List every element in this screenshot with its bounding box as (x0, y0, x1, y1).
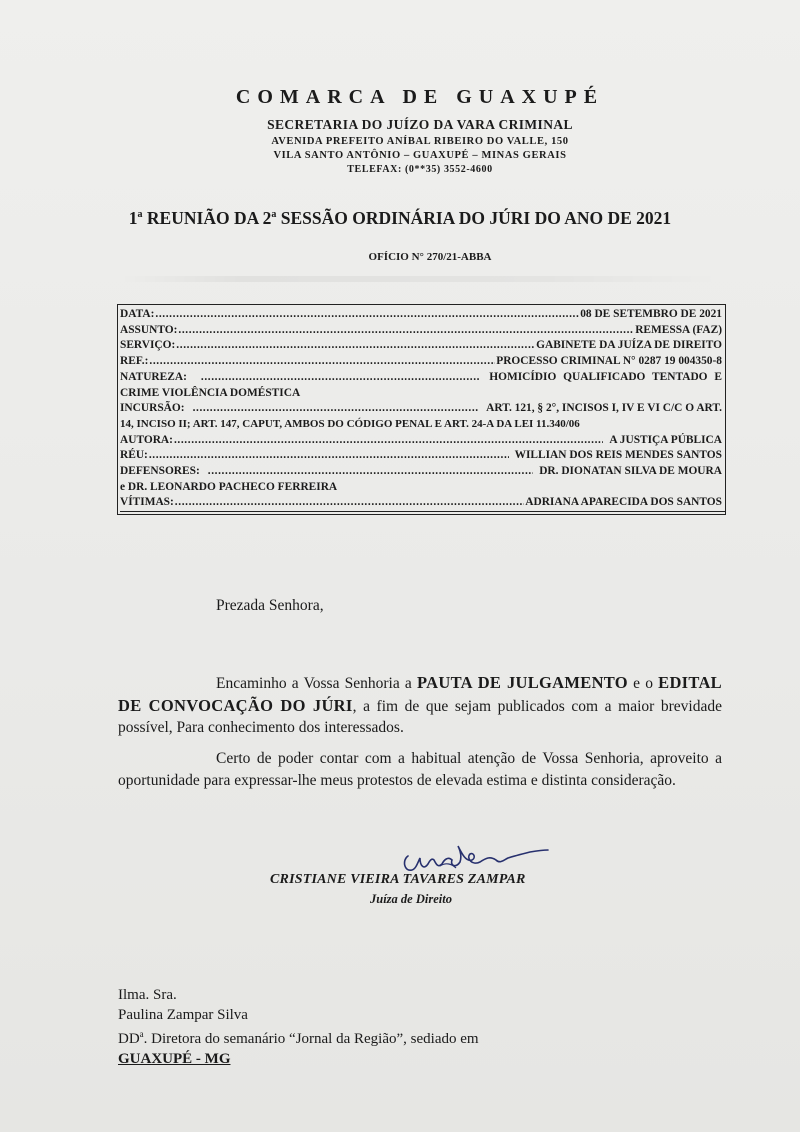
leader-dots (208, 464, 533, 480)
natureza-label: NATUREZA: (120, 370, 187, 383)
case-info-box (117, 304, 726, 515)
p1-text-a: Encaminho a Vossa Senhoria a (216, 675, 417, 692)
leader-dots (155, 307, 579, 323)
address-line-2: VILA SANTO ANTÔNIO – GUAXUPÉ – MINAS GERAIS (273, 150, 567, 161)
row-defensores (120, 464, 725, 480)
leader-dots (178, 323, 634, 339)
servico-label: SERVIÇO: (120, 339, 176, 352)
row-data (120, 307, 725, 323)
leader-dots (174, 433, 603, 449)
assunto-value: REMESSA (FAZ) (635, 323, 722, 336)
leader-dots (176, 338, 535, 354)
incursao-value: ART. 121, § 2°, INCISOS I, IV E VI C/C O ART. (486, 402, 722, 415)
row-natureza-cont (120, 386, 725, 402)
reu-value: WILLIAN DOS REIS MENDES SANTOS (514, 449, 722, 462)
signer-role: Juíza de Direito (370, 892, 452, 906)
row-autora (120, 433, 725, 449)
leader-dots (193, 401, 479, 417)
signer-name: CRISTIANE VIEIRA TAVARES ZAMPAR (270, 872, 526, 887)
title-part-2: REUNIÃO DA 2 (142, 208, 272, 228)
incursao-continuation: 14, INCISO II; ART. 147, CAPUT, AMBOS DO CÓDIGO PENAL E ART. 24-A DA LEI 11.340/06 (120, 417, 580, 430)
leader-dots (175, 495, 524, 511)
address-line-1: AVENIDA PREFEITO ANÍBAL RIBEIRO DO VALLE, 150 (271, 136, 569, 147)
paragraph-1 (118, 672, 722, 739)
pauta-de-julgamento: PAUTA DE JULGAMENTO (417, 673, 628, 692)
phone-line: TELEFAX: (0**35) 3552-4600 (347, 164, 493, 175)
oficio-number: OFÍCIO N° 270/21-ABBA (368, 251, 492, 263)
defensores-value: DR. DIONATAN SILVA DE MOURA (539, 465, 722, 478)
data-label: DATA: (120, 308, 155, 320)
row-servico (120, 338, 725, 354)
reu-label: RÉU: (120, 449, 148, 462)
title-sup-2: a (271, 209, 277, 221)
addressee-title (118, 1025, 479, 1050)
addressee-block (118, 986, 479, 1069)
addressee-name: Paulina Zampar Silva (118, 1006, 248, 1023)
row-reu (120, 448, 725, 464)
natureza-continuation: CRIME VIOLÊNCIA DOMÉSTICA (120, 386, 301, 399)
defensores-label: DEFENSORES: (120, 465, 200, 478)
ref-value: PROCESSO CRIMINAL N° 0287 19 004350-8 (496, 355, 722, 368)
autora-label: AUTORA: (120, 433, 173, 446)
title-sup-1: a (137, 209, 143, 221)
secretariat-name: SECRETARIA DO JUÍZO DA VARA CRIMINAL (267, 117, 573, 132)
title-part-1: 1 (128, 208, 138, 228)
leader-dots (149, 448, 509, 464)
session-title (0, 208, 800, 229)
row-incursao-cont (120, 417, 725, 433)
title-rest: . Diretora do semanário “Jornal da Região”, sediado em (143, 1031, 479, 1048)
leader-dots (149, 354, 495, 370)
row-natureza (120, 370, 725, 386)
natureza-value: HOMICÍDIO QUALIFICADO TENTADO E (489, 370, 722, 383)
row-assunto (120, 323, 725, 339)
incursao-label: INCURSÃO: (120, 402, 185, 415)
vitimas-value: ADRIANA APARECIDA DOS SANTOS (525, 496, 722, 509)
title-prefix: DD (118, 1031, 140, 1048)
servico-value: GABINETE DA JUÍZA DE DIREITO (536, 339, 722, 352)
row-vitimas (120, 495, 725, 512)
ref-label: REF.: (120, 355, 149, 368)
p1-text-c: e o (627, 675, 659, 692)
leader-dots (201, 370, 479, 386)
defensores-continuation: e DR. LEONARDO PACHECO FERREIRA (120, 480, 338, 493)
row-incursao (120, 401, 725, 417)
data-value: 08 DE SETEMBRO DE 2021 (580, 308, 722, 320)
autora-value: A JUSTIÇA PÚBLICA (609, 433, 722, 446)
row-ref (120, 354, 725, 370)
paragraph-2: Certo de poder contar com a habitual atenção de Vossa Senhoria, aproveito a oportunidade para expressar-lhe meus protestos de elevada estima e distinta consideração. (118, 750, 722, 789)
addressee-city: GUAXUPÉ - MG (118, 1050, 231, 1067)
assunto-label: ASSUNTO: (120, 323, 178, 336)
title-part-3: SESSÃO ORDINÁRIA DO JÚRI DO ANO DE 2021 (276, 208, 672, 228)
p1-text-e: , a fim de que sejam publicados com a maior brevidade possível, Para conhecimento dos interessados. (118, 697, 722, 736)
row-defensores-cont (120, 480, 725, 496)
scan-smudge (120, 276, 720, 282)
addressee-salutation: Ilma. Sra. (118, 987, 177, 1003)
vitimas-label: VÍTIMAS: (120, 496, 174, 509)
letterhead (0, 86, 800, 175)
court-name: COMARCA DE GUAXUPÉ (235, 86, 605, 108)
edital-de-convocacao: EDITAL DE CONVOCAÇÃO DO JÚRI (118, 673, 722, 715)
title-sup: a (139, 1029, 144, 1040)
greeting: Prezada Senhora, (216, 597, 324, 614)
